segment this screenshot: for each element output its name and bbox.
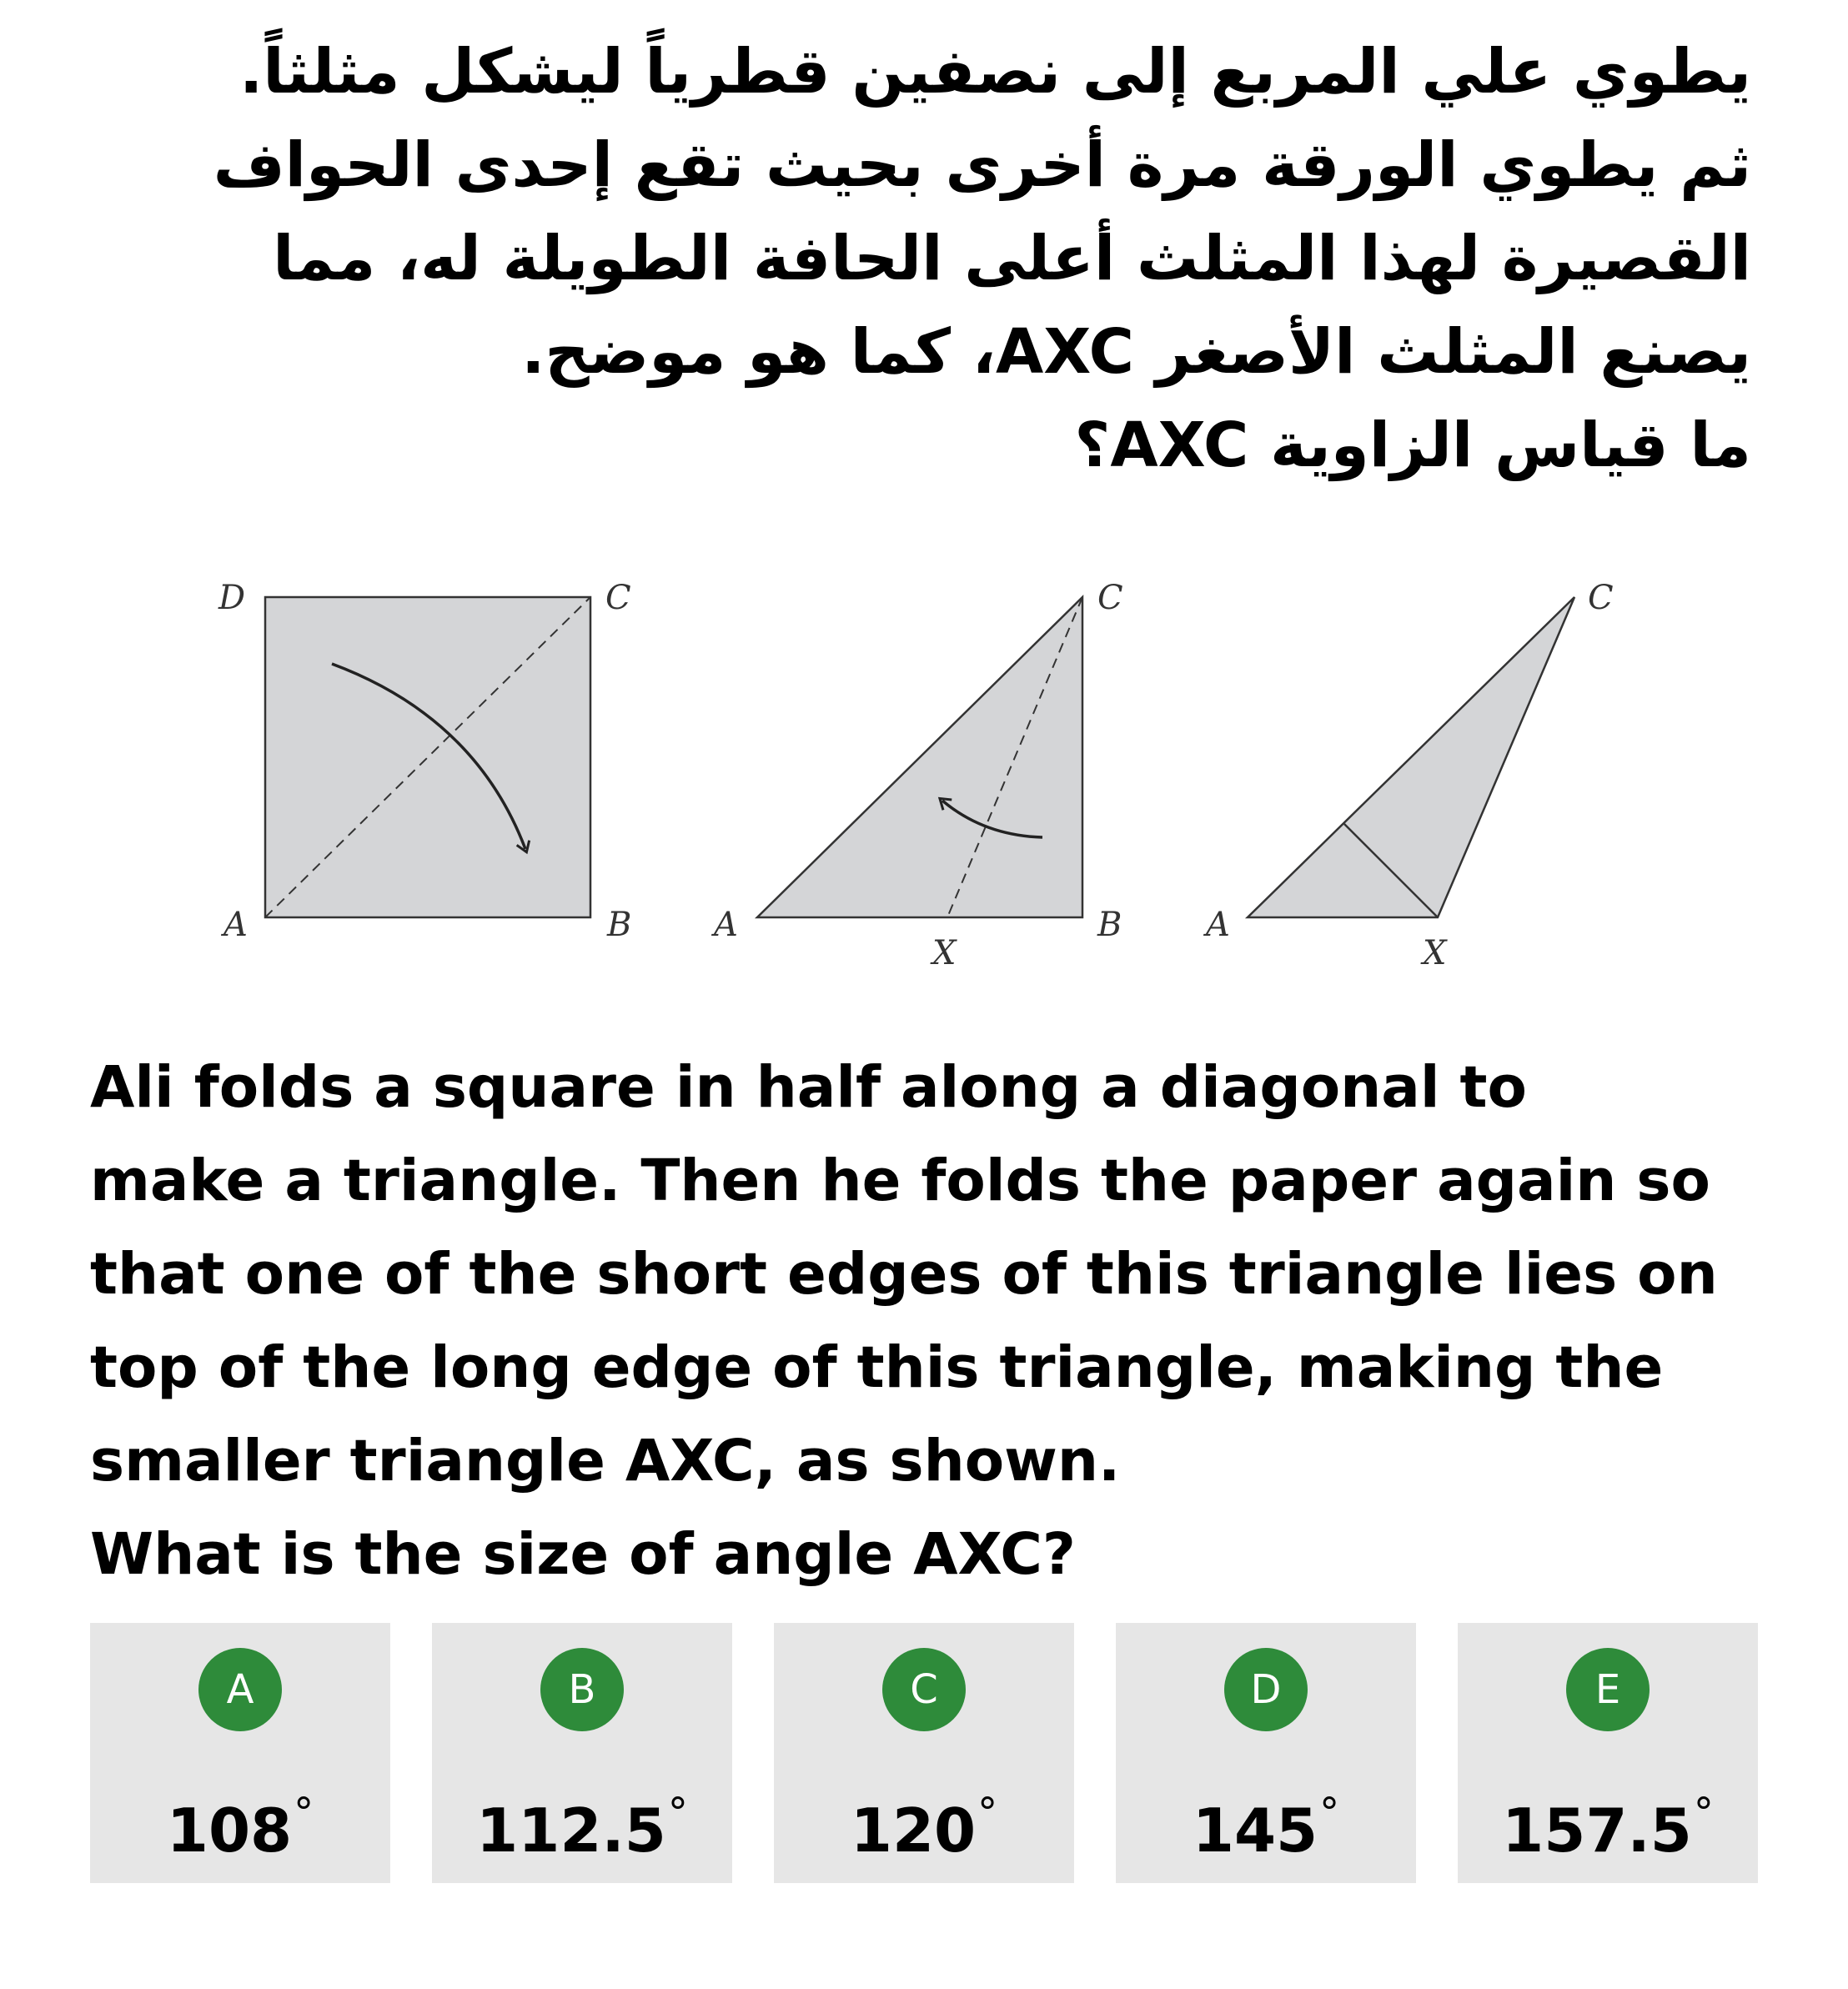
option-value: [90, 1771, 390, 1872]
degree-symbol: °: [667, 1790, 688, 1836]
question-arabic-line: يصنع المثلث الأصغر AXC، كما هو موضح.: [521, 316, 1751, 388]
option-e[interactable]: [1458, 1623, 1758, 1883]
question-english-line: that one of the short edges of this triangle lies on: [90, 1241, 1718, 1308]
label-c: C: [1588, 579, 1614, 617]
label-a: A: [1206, 906, 1230, 944]
option-number: 145: [1192, 1796, 1318, 1866]
degree-symbol: °: [294, 1790, 314, 1836]
question-english: [90, 1041, 1791, 1601]
triangle-axc-shape: [1248, 597, 1574, 917]
option-b[interactable]: [432, 1623, 732, 1883]
label-x: X: [932, 934, 957, 972]
option-c[interactable]: [774, 1623, 1074, 1883]
option-number: 157.5: [1502, 1796, 1692, 1866]
label-c: C: [1097, 579, 1123, 617]
answer-options: [90, 1623, 1758, 1883]
question-arabic-line: القصيرة لهذا المثلث أعلى الحافة الطويلة له، مما: [273, 223, 1751, 294]
label-a: A: [223, 906, 248, 944]
label-d: D: [218, 579, 246, 617]
option-value: [1458, 1771, 1758, 1872]
option-number: 112.5: [476, 1796, 666, 1866]
option-d[interactable]: [1116, 1623, 1416, 1883]
option-value: [1116, 1771, 1416, 1872]
option-letter-badge: C: [882, 1648, 966, 1731]
label-b: B: [607, 906, 632, 944]
option-letter-badge: E: [1566, 1648, 1650, 1731]
question-arabic-line: يطوي علي المربع إلى نصفين قطرياً ليشكل مثلثاً.: [239, 36, 1751, 108]
option-a[interactable]: [90, 1623, 390, 1883]
option-letter-badge: D: [1224, 1648, 1308, 1731]
label-c: C: [605, 579, 631, 617]
folding-figures: [200, 567, 1635, 1001]
question-arabic: [125, 25, 1751, 492]
figure-triangle: [711, 579, 1123, 972]
label-x: X: [1423, 934, 1447, 972]
label-a: A: [714, 906, 738, 944]
degree-symbol: °: [1693, 1790, 1714, 1836]
option-letter-badge: B: [540, 1648, 624, 1731]
option-number: 108: [166, 1796, 293, 1866]
option-letter-badge: A: [198, 1648, 282, 1731]
question-arabic-line: ما قياس الزاوية AXC؟: [1074, 409, 1751, 481]
question-english-line: make a triangle. Then he folds the paper again so: [90, 1148, 1710, 1214]
question-english-line: top of the long edge of this triangle, making the: [90, 1334, 1664, 1401]
degree-symbol: °: [1319, 1790, 1340, 1836]
option-value: [774, 1771, 1074, 1872]
option-value: [432, 1771, 732, 1872]
question-english-line: smaller triangle AXC, as shown.: [90, 1428, 1121, 1494]
figure-square: [218, 579, 631, 944]
question-english-line: Ali folds a square in half along a diagonal to: [90, 1054, 1527, 1121]
label-b: B: [1097, 906, 1122, 944]
degree-symbol: °: [977, 1790, 998, 1836]
triangle-shape: [757, 597, 1082, 917]
figure-folded-triangle: [1203, 579, 1614, 972]
option-number: 120: [850, 1796, 977, 1866]
question-arabic-line: ثم يطوي الورقة مرة أخرى بحيث تقع إحدى الحواف: [213, 129, 1751, 201]
question-english-line: What is the size of angle AXC?: [90, 1521, 1076, 1588]
